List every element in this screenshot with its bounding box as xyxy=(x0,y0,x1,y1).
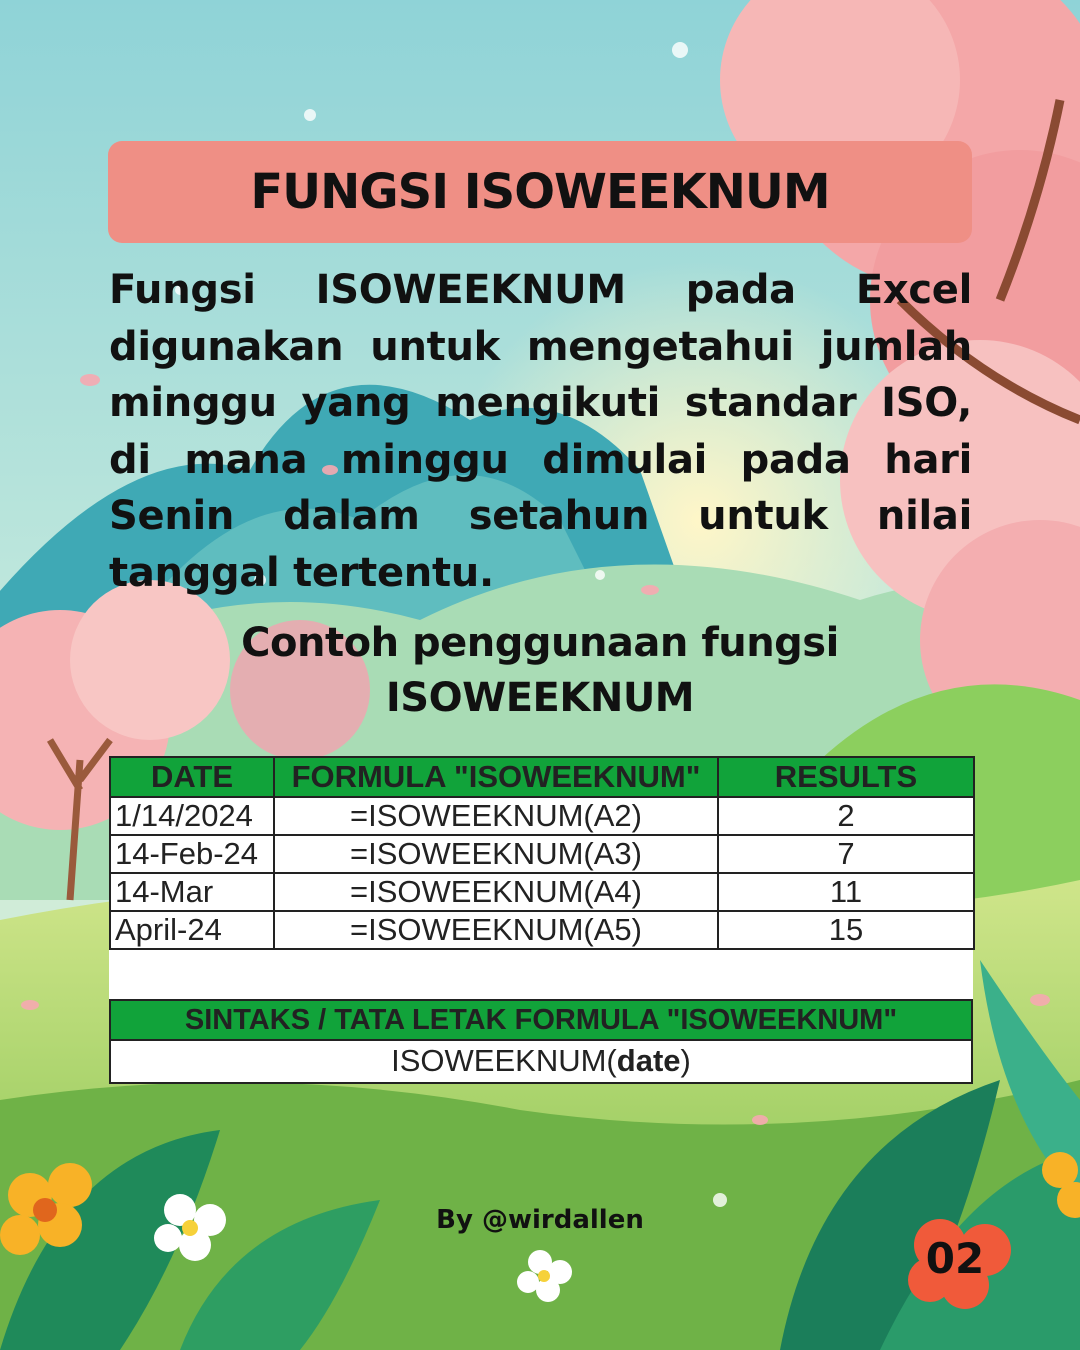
example-table xyxy=(109,756,975,950)
example-heading-line1: Contoh penggunaan fungsi xyxy=(241,620,839,666)
date-cell: 14-Mar xyxy=(110,873,274,911)
example-heading xyxy=(200,616,880,726)
table-row xyxy=(110,797,974,835)
syntax-function-name: ISOWEEKNUM( xyxy=(391,1043,617,1078)
date-cell: 14-Feb-24 xyxy=(110,835,274,873)
syntax-close-paren: ) xyxy=(680,1043,691,1078)
syntax-header: SINTAKS / TATA LETAK FORMULA "ISOWEEKNUM" xyxy=(109,999,973,1041)
result-cell: 15 xyxy=(718,911,974,949)
table-row xyxy=(110,911,974,949)
example-spreadsheet xyxy=(109,756,973,1084)
formula-cell: =ISOWEEKNUM(A2) xyxy=(274,797,718,835)
page-title: FUNGSI ISOWEEKNUM xyxy=(250,164,830,220)
result-cell: 2 xyxy=(718,797,974,835)
result-cell: 11 xyxy=(718,873,974,911)
formula-cell: =ISOWEEKNUM(A3) xyxy=(274,835,718,873)
title-banner xyxy=(108,141,972,243)
formula-cell: =ISOWEEKNUM(A5) xyxy=(274,911,718,949)
example-heading-line2: ISOWEEKNUM xyxy=(385,675,695,721)
author-byline: By @wirdallen xyxy=(436,1205,644,1235)
table-header-row xyxy=(110,757,974,797)
date-cell: 1/14/2024 xyxy=(110,797,274,835)
formula-cell: =ISOWEEKNUM(A4) xyxy=(274,873,718,911)
table-row xyxy=(110,835,974,873)
date-cell: April-24 xyxy=(110,911,274,949)
column-header-date: DATE xyxy=(110,757,274,797)
table-row xyxy=(110,873,974,911)
column-header-results: RESULTS xyxy=(718,757,974,797)
result-cell: 7 xyxy=(718,835,974,873)
column-header-formula: FORMULA "ISOWEEKNUM" xyxy=(274,757,718,797)
syntax-argument: date xyxy=(616,1043,681,1078)
syntax-formula xyxy=(109,1041,973,1084)
page-number: 02 xyxy=(925,1234,985,1283)
description-text: Fungsi ISOWEEKNUM pada Excel digunakan untuk mengetahui jumlah minggu yang mengikuti standar ISO, di mana minggu dimulai pada hari Senin dalam setahun untuk nilai tanggal tertentu. xyxy=(109,267,972,596)
